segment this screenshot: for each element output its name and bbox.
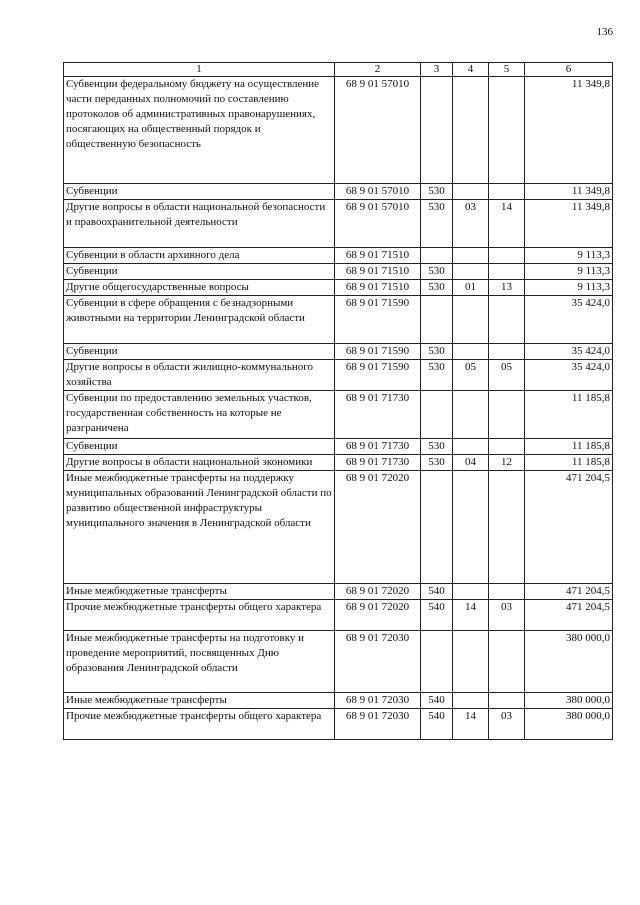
table-cell: 11 349,8 [525, 77, 613, 184]
table-cell: 68 9 01 71590 [335, 360, 421, 391]
table-cell [453, 296, 489, 344]
table-cell: 380 000,0 [525, 709, 613, 740]
table-cell: 530 [421, 264, 453, 280]
table-cell [421, 296, 453, 344]
table-cell: Субвенции федеральному бюджету на осуществление части переданных полномочий по составлению протоколов об административных правонарушениях, посягающих на общественный порядок и общественную безопасность [64, 77, 335, 184]
table-cell: Субвенции в области архивного дела [64, 248, 335, 264]
table-cell [489, 391, 525, 439]
table-cell: 68 9 01 71510 [335, 248, 421, 264]
table-cell: 11 349,8 [525, 200, 613, 248]
table-cell: 9 113,3 [525, 248, 613, 264]
table-cell [453, 184, 489, 200]
table-cell: 380 000,0 [525, 631, 613, 693]
table-cell: 68 9 01 71510 [335, 280, 421, 296]
table-cell [453, 471, 489, 584]
table-cell: Прочие межбюджетные трансферты общего характера [64, 709, 335, 740]
table-row [64, 77, 613, 184]
table-cell: 68 9 01 72030 [335, 631, 421, 693]
table-cell: 05 [489, 360, 525, 391]
table-cell: 11 185,8 [525, 439, 613, 455]
table-cell: 68 9 01 57010 [335, 200, 421, 248]
table-cell: 68 9 01 72030 [335, 709, 421, 740]
table-cell: 68 9 01 71510 [335, 264, 421, 280]
table-cell: Другие вопросы в области национальной безопасности и правоохранительной деятельности [64, 200, 335, 248]
table-cell [453, 344, 489, 360]
table-cell: 04 [453, 455, 489, 471]
table-cell [453, 693, 489, 709]
table-cell: 14 [489, 200, 525, 248]
table-row [64, 296, 613, 344]
table-cell: 530 [421, 184, 453, 200]
table-row [64, 631, 613, 693]
table-cell: 03 [453, 200, 489, 248]
table-cell [489, 344, 525, 360]
table-cell [489, 184, 525, 200]
table-cell: 35 424,0 [525, 344, 613, 360]
table-cell: 380 000,0 [525, 693, 613, 709]
table-cell: 540 [421, 693, 453, 709]
table-cell: 471 204,5 [525, 584, 613, 600]
column-header: 6 [525, 63, 613, 77]
table-cell: 11 185,8 [525, 455, 613, 471]
table-cell: 68 9 01 71730 [335, 391, 421, 439]
table-cell [453, 248, 489, 264]
table-cell: Иные межбюджетные трансферты на поддержку муниципальных образований Ленинградской области по развитию общественной инфраструктуры муниципального значения в Ленинградской области [64, 471, 335, 584]
table-cell [453, 631, 489, 693]
table-cell: Субвенции [64, 439, 335, 455]
table-cell: 68 9 01 57010 [335, 184, 421, 200]
table-cell: 14 [453, 709, 489, 740]
table-cell [453, 391, 489, 439]
table-cell [489, 296, 525, 344]
table-row [64, 455, 613, 471]
table-cell: Другие общегосударственные вопросы [64, 280, 335, 296]
table-row [64, 184, 613, 200]
column-header: 3 [421, 63, 453, 77]
table-cell [453, 584, 489, 600]
table-cell: Иные межбюджетные трансферты на подготовку и проведение мероприятий, посвященных Дню образования Ленинградской области [64, 631, 335, 693]
table-cell [489, 471, 525, 584]
table-cell [489, 584, 525, 600]
table-cell [489, 631, 525, 693]
table-cell [453, 77, 489, 184]
table-row [64, 439, 613, 455]
table-cell: 68 9 01 72020 [335, 584, 421, 600]
column-header: 5 [489, 63, 525, 77]
table-cell: 540 [421, 709, 453, 740]
table-cell: 68 9 01 72020 [335, 471, 421, 584]
table-cell: 14 [453, 600, 489, 631]
table-row [64, 600, 613, 631]
table-cell: 471 204,5 [525, 600, 613, 631]
table-cell: 540 [421, 584, 453, 600]
table-cell: 68 9 01 71730 [335, 439, 421, 455]
table-cell: Субвенции [64, 344, 335, 360]
table-cell: 530 [421, 200, 453, 248]
table-cell: 35 424,0 [525, 296, 613, 344]
table-cell: 68 9 01 72020 [335, 600, 421, 631]
table-row [64, 584, 613, 600]
table-cell [489, 693, 525, 709]
table-cell: Субвенции в сфере обращения с безнадзорными животными на территории Ленинградской области [64, 296, 335, 344]
table-header-row [64, 63, 613, 77]
table-cell [489, 264, 525, 280]
table-cell: Иные межбюджетные трансферты [64, 693, 335, 709]
table-cell: 03 [489, 600, 525, 631]
column-header: 1 [64, 63, 335, 77]
table-cell: 530 [421, 439, 453, 455]
table-row [64, 280, 613, 296]
table-cell [421, 248, 453, 264]
table-cell: 11 349,8 [525, 184, 613, 200]
table-cell: Иные межбюджетные трансферты [64, 584, 335, 600]
table-cell: Другие вопросы в области жилищно-коммунального хозяйства [64, 360, 335, 391]
table-cell: Субвенции по предоставлению земельных участков, государственная собственность на которые не разграничена [64, 391, 335, 439]
table-row [64, 391, 613, 439]
table-cell [489, 248, 525, 264]
table-cell [489, 77, 525, 184]
table-cell: 03 [489, 709, 525, 740]
table-cell: 68 9 01 57010 [335, 77, 421, 184]
table-row [64, 360, 613, 391]
table-cell [421, 471, 453, 584]
table-cell: 01 [453, 280, 489, 296]
table-cell: 05 [453, 360, 489, 391]
table-cell: Субвенции [64, 264, 335, 280]
table-cell: 68 9 01 71730 [335, 455, 421, 471]
table-row [64, 471, 613, 584]
table-cell: 530 [421, 280, 453, 296]
table-cell: Прочие межбюджетные трансферты общего характера [64, 600, 335, 631]
table-row [64, 248, 613, 264]
table-cell: 13 [489, 280, 525, 296]
table-cell: 530 [421, 455, 453, 471]
table-cell [421, 391, 453, 439]
table-row [64, 693, 613, 709]
table-cell [453, 439, 489, 455]
table-cell: 540 [421, 600, 453, 631]
table-cell: 9 113,3 [525, 264, 613, 280]
table-row [64, 264, 613, 280]
table-cell: 35 424,0 [525, 360, 613, 391]
page-number: 136 [596, 26, 613, 38]
table-cell [421, 631, 453, 693]
table-cell [453, 264, 489, 280]
table-cell [489, 439, 525, 455]
table-row [64, 709, 613, 740]
table-row [64, 200, 613, 248]
table-cell: Другие вопросы в области национальной экономики [64, 455, 335, 471]
table-cell: 530 [421, 344, 453, 360]
budget-table [63, 62, 613, 740]
table-cell: 68 9 01 71590 [335, 344, 421, 360]
table-cell: 12 [489, 455, 525, 471]
table-cell: 471 204,5 [525, 471, 613, 584]
table-cell [421, 77, 453, 184]
table-cell: 11 185,8 [525, 391, 613, 439]
table-cell: 9 113,3 [525, 280, 613, 296]
table-cell: 530 [421, 360, 453, 391]
table-cell: Субвенции [64, 184, 335, 200]
table-cell: 68 9 01 72030 [335, 693, 421, 709]
column-header: 2 [335, 63, 421, 77]
table-row [64, 344, 613, 360]
column-header: 4 [453, 63, 489, 77]
table-cell: 68 9 01 71590 [335, 296, 421, 344]
